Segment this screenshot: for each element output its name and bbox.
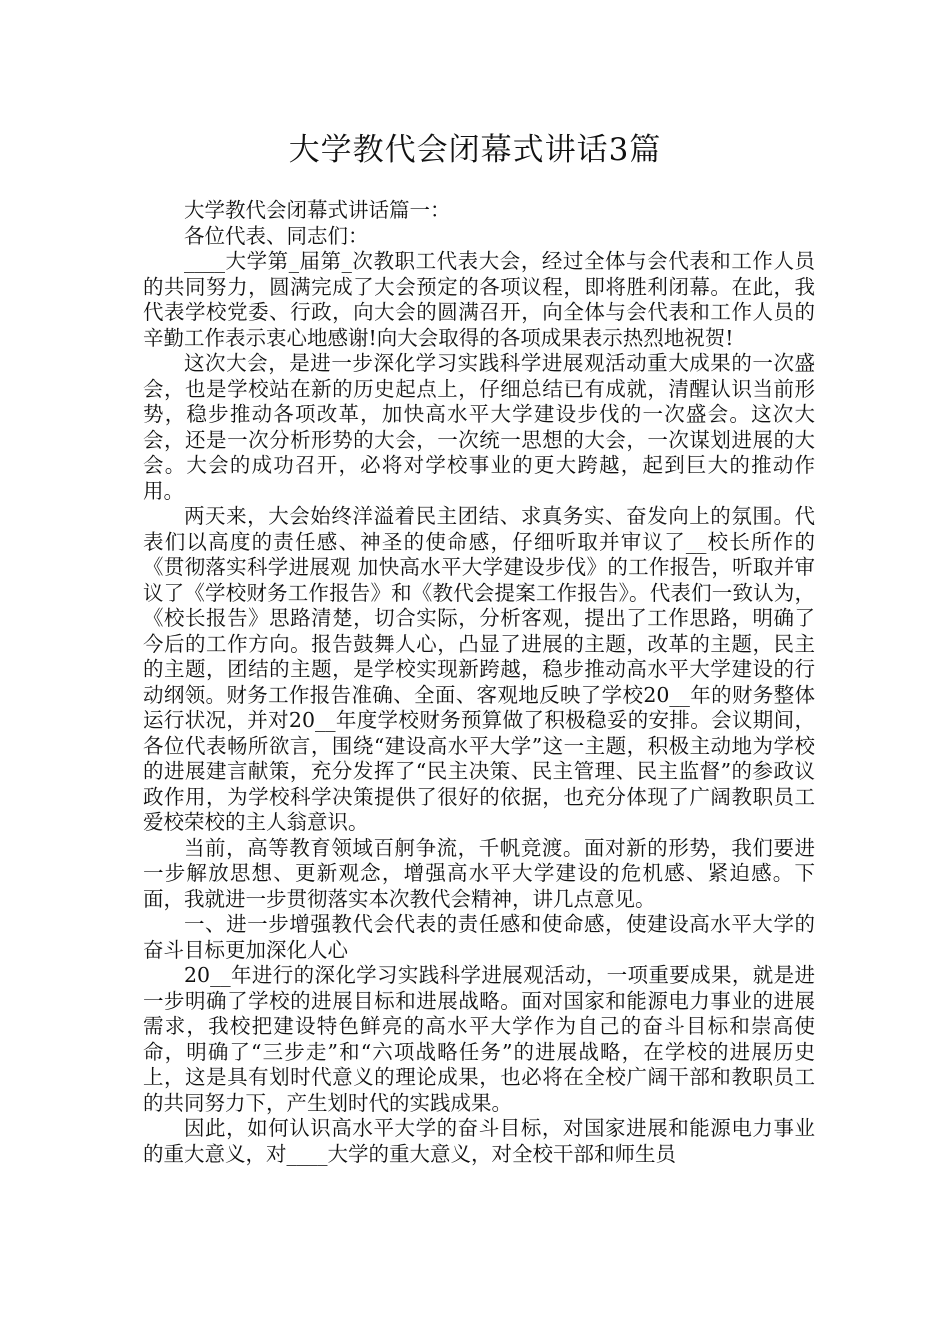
paragraph: 两天来，大会始终洋溢着民主团结、求真务实、奋发向上的氛围。代表们以高度的责任感、神圣的使命感，仔细听取并审议了__校长所作的《贯彻落实科学进展观 加快高水平大学建设步伐》的工作报告，听取并审议了《学校财务工作报告》和《教代会提案工作报告》。代表们一致认为，《校长报告》思路清楚，切合实际，分析客观，提出了工作思路，明确了今后的工作方向。报告鼓舞人心，凸显了进展的主题，改革的主题，民主的主题，团结的主题，是学校实现新跨越，稳步推动高水平大学建设的行动纲领。财务工作报告准确、全面、客观地反映了学校20__年的财务整体运行状况，并对20__年度学校财务预算做了积极稳妥的安排。会议期间，各位代表畅所欲言，围绕“建设高水平大学”这一主题，积极主动地为学校的进展建言献策，充分发挥了“民主决策、民主管理、民主监督”的参政议政作用，为学校科学决策提供了很好的依据，也充分体现了广阔教职员工爱校荣校的主人翁意识。: [143, 504, 815, 834]
document-body: [143, 198, 815, 1167]
section-heading: 大学教代会闭幕式讲话篇一：: [184, 198, 451, 222]
document-title: 大学教代会闭幕式讲话3篇: [288, 132, 662, 168]
paragraph: ____大学第_届第_次教职工代表大会，经过全体与会代表和工作人员的共同努力，圆满完成了大会预定的各项议程，即将胜利闭幕。在此，我代表学校党委、行政，向大会的圆满召开，向全体与会代表和工作人员的辛勤工作表示衷心地感谢!向大会取得的各项成果表示热烈地祝贺!: [143, 249, 815, 350]
paragraph: 当前，高等教育领域百舸争流，千帆竞渡。面对新的形势，我们要进一步解放思想、更新观念，增强高水平大学建设的危机感、紧迫感。下面，我就进一步贯彻落实本次教代会精神，讲几点意见。: [143, 835, 815, 911]
paragraph: 这次大会，是进一步深化学习实践科学进展观活动重大成果的一次盛会，也是学校站在新的历史起点上，仔细总结已有成就，清醒认识当前形势，稳步推动各项改革，加快高水平大学建设步伐的一次盛会。这次大会，还是一次分析形势的大会，一次统一思想的大会，一次谋划进展的大会。大会的成功召开，必将对学校事业的更大跨越，起到巨大的推动作用。: [143, 351, 815, 503]
point-heading: 一、进一步增强教代会代表的责任感和使命感，使建设高水平大学的奋斗目标更加深化人心: [143, 912, 815, 962]
paragraph: 因此，如何认识高水平大学的奋斗目标，对国家进展和能源电力事业的重大意义，对____大学的重大意义，对全校干部和师生员: [143, 1116, 815, 1166]
paragraph: 20__年进行的深化学习实践科学进展观活动，一项重要成果，就是进一步明确了学校的进展目标和进展战略。面对国家和能源电力事业的进展需求，我校把建设特色鲜亮的高水平大学作为自己的奋斗目标和崇高使命，明确了“三步走”和“六项战略任务”的进展战略，在学校的进展历史上，这是具有划时代意义的理论成果，也必将在全校广阔干部和教职员工的共同努力下，产生划时代的实践成果。: [143, 963, 815, 1115]
salutation: 各位代表、同志们：: [184, 223, 369, 248]
